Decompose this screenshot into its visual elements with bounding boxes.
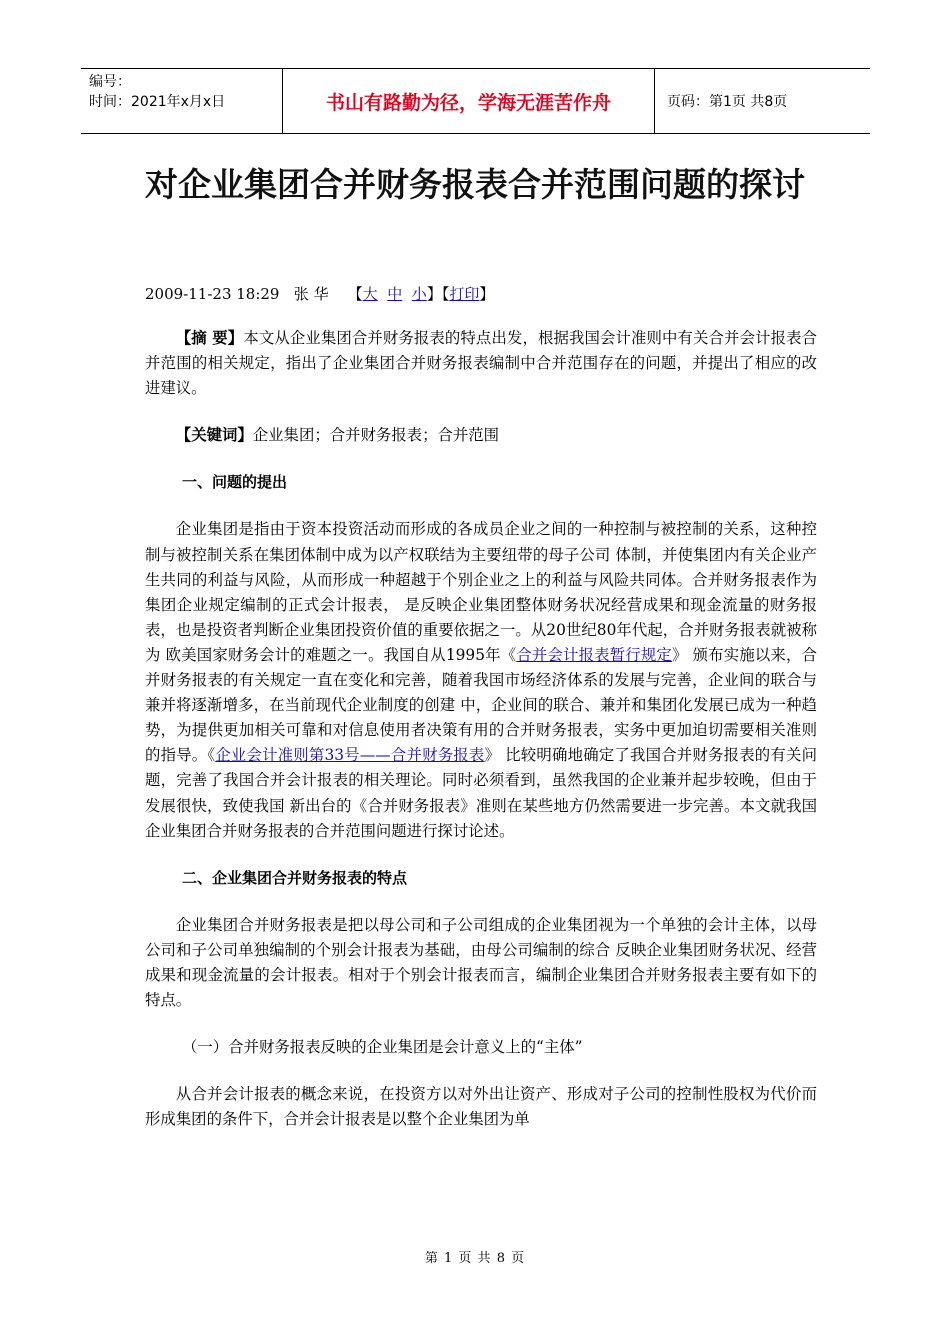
article-title: 对企业集团合并财务报表合并范围问题的探讨	[145, 165, 805, 204]
subsection-heading: （一）合并财务报表反映的企业集团是会计意义上的“主体”	[182, 1038, 583, 1057]
bracket: 【	[347, 285, 363, 303]
author-name: 张 华	[293, 285, 329, 303]
font-size-large-link[interactable]: 大	[362, 285, 378, 303]
page-header	[81, 68, 870, 134]
print-link[interactable]: 打印	[449, 285, 480, 303]
header-page-info: 页码：第1页 共8页	[667, 94, 788, 110]
header-info	[81, 69, 283, 133]
bracket: 】	[426, 285, 442, 303]
bracket: 【	[441, 285, 450, 303]
paragraph	[145, 517, 817, 843]
header-motto: 书山有路勤为径，学海无涯苦作舟	[283, 69, 655, 133]
paragraph-text: 》 比较明确地确定了我国合并财务报表的有关问题，完善了我国合并会计报表的相关理论。同时必须看到，虽然我国的企业兼并起步较晚，但由于发展很快，致使我国 新出台的《合并财务报表》准则在某些地方仍然需要进一步完善。本文就我国企业集团合并财务报表的合并范围问题进行探讨论述。	[145, 746, 817, 840]
section-heading: 一、问题的提出	[182, 473, 288, 492]
keywords	[145, 423, 817, 448]
publish-datetime: 2009-11-23 18:29	[145, 285, 280, 303]
abstract-label: 【摘 要】	[175, 329, 244, 347]
bracket: 】	[479, 285, 495, 303]
article-body	[145, 326, 817, 1132]
abstract	[145, 326, 817, 401]
page-footer: 第 1 页 共 8 页	[424, 1251, 526, 1266]
paragraph-text: 》 颁布实施以来，合并财务报表的有关规定一直在变化和完善，随着我国市场经济体系的发展与完善，企业间的联合与兼并将逐渐增多，在当前现代企业制度的创建 中，企业间的联合、兼并和集团化发展已成为一种趋势，为提供更加相关可靠和对信息使用者决策有用的合并财务报表，实务中更加迫切需要相关准则的指导。《	[145, 645, 817, 765]
section-heading: 二、企业集团合并财务报表的特点	[182, 868, 408, 887]
document-number-label: 编号：	[89, 74, 131, 90]
paragraph-text: 企业集团是指由于资本投资活动而形成的各成员企业之间的一种控制与被控制的关系，这种控制与被控制关系在集团体制中成为以产权联结为主要纽带的母子公司 体制，并使集团内有关企业产生共同的利益与风险，从而形成一种超越于个别企业之上的利益与风险共同体。合并财务报表作为集团企业规定编制的正式会计报表， 是反映企业集团整体财务状况经营成果和现金流量的财务报表，也是投资者判断企业集团投资价值的重要依据之一。从20世纪80年代起，合并财务报表就被称为 欧美国家财务会计的难题之一。我国自从1995年《	[145, 520, 817, 664]
regulation-link[interactable]: 合并会计报表暂行规定	[516, 645, 672, 664]
paragraph: 从合并会计报表的概念来说，在投资方以对外出让资产、形成对子公司的控制性股权为代价而形成集团的条件下，合并会计报表是以整个企业集团为单	[145, 1085, 817, 1129]
standard-link[interactable]: 企业会计准则第33号——合并财务报表	[215, 746, 485, 765]
abstract-text: 本文从企业集团合并财务报表的特点出发，根据我国会计准则中有关合并会计报表合并范围的相关规定，指出了企业集团合并财务报表编制中合并范围存在的问题，并提出了相应的改进建议。	[145, 329, 817, 398]
article-meta	[145, 283, 494, 305]
keywords-text: 企业集团；合并财务报表；合并范围	[252, 426, 500, 445]
document-time: 时间：2021年x月x日	[89, 94, 226, 110]
paragraph: 企业集团合并财务报表是把以母公司和子公司组成的企业集团视为一个单独的会计主体，以母公司和子公司单独编制的个别会计报表为基础，由母公司编制的综合 反映企业集团财务状况、经营成果和现金流量的会计报表。相对于个别会计报表而言，编制企业集团合并财务报表主要有如下的特点。	[145, 915, 817, 1010]
font-size-medium-link[interactable]: 中	[387, 285, 403, 303]
keywords-label: 【关键词】	[175, 426, 253, 445]
font-size-small-link[interactable]: 小	[411, 285, 427, 303]
